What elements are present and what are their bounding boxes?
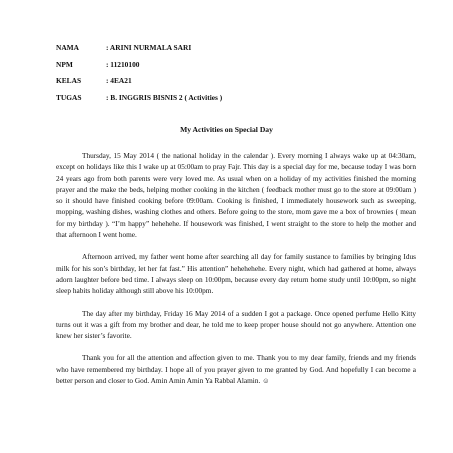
document-title: My Activities on Special Day xyxy=(180,125,273,134)
paragraph-4: Thank you for all the attention and affection given to me. Thank you to my dear family, friends and my friends who have remembered my birthday. I hope all of you prayer given to me granted by God. And hopefully I can become a better person and closer to God. Amin Amin Amin Ya Rabbal Alamin. ☺ xyxy=(56,353,416,386)
header-row-nama xyxy=(56,40,222,57)
header-row-npm xyxy=(56,57,222,74)
header-value: : 4EA21 xyxy=(106,76,132,86)
paragraph-2: Afternoon arrived, my father went home after searching all day for family sustance to families by bringing Idus milk for his son’s birthday, let her fat fast.” His attention” hehehehehe. Every night, which had gathered at home, always adorn laughter before bed time. I always sleep on 10:00pm, because every day return home study until 10:00pm, so night sleep habits holiday although still above his 10:00pm. xyxy=(56,252,416,296)
header-value: : 11210100 xyxy=(106,59,140,69)
document-body xyxy=(56,150,416,397)
header-label: NPM xyxy=(56,59,73,69)
header-value: : ARINI NURMALA SARI xyxy=(106,43,192,52)
paragraph-1: Thursday, 15 May 2014 ( the national holiday in the calendar ). Every morning I always wake up at 04:30am, except on holidays like this I wake up at 05:00am to pray Fajr. This day is a special day for me, because today I was born 24 years ago from both parents were very loved me. As usual when on a holiday of my activities finished the morning prayer and the make the beds, helping mother cooking in the kitchen ( feedback mother must go to the store at 09:00am ) so it should have finished cooking before 09:00am. Cooking is finished, I immediately housework such as sweeping, mopping, washing dishes, washing clothes and others. Before going to the store, mom gave me a box of brownies ( mean for my birthday ). “I’m happy” hehehehe. If housework was finished, I went straight to the store to help the mother and that afternoon I went home. xyxy=(56,151,416,240)
header-row-kelas xyxy=(56,73,222,90)
header-row-tugas xyxy=(56,90,222,107)
header-label: KELAS xyxy=(56,76,82,86)
paragraph-3: The day after my birthday, Friday 16 May 2014 of a sudden I got a package. Once opened perfume Hello Kitty turns out it was a gift from my brother and dear, he told me to keep proper house should not go anywhere. Attention one knew her sister’s favorite. xyxy=(56,308,416,341)
header-label: TUGAS xyxy=(56,92,82,102)
student-info-header xyxy=(56,40,222,106)
header-value: : B. INGGRIS BISNIS 2 ( Activities ) xyxy=(106,92,223,102)
header-label: NAMA xyxy=(56,43,79,52)
